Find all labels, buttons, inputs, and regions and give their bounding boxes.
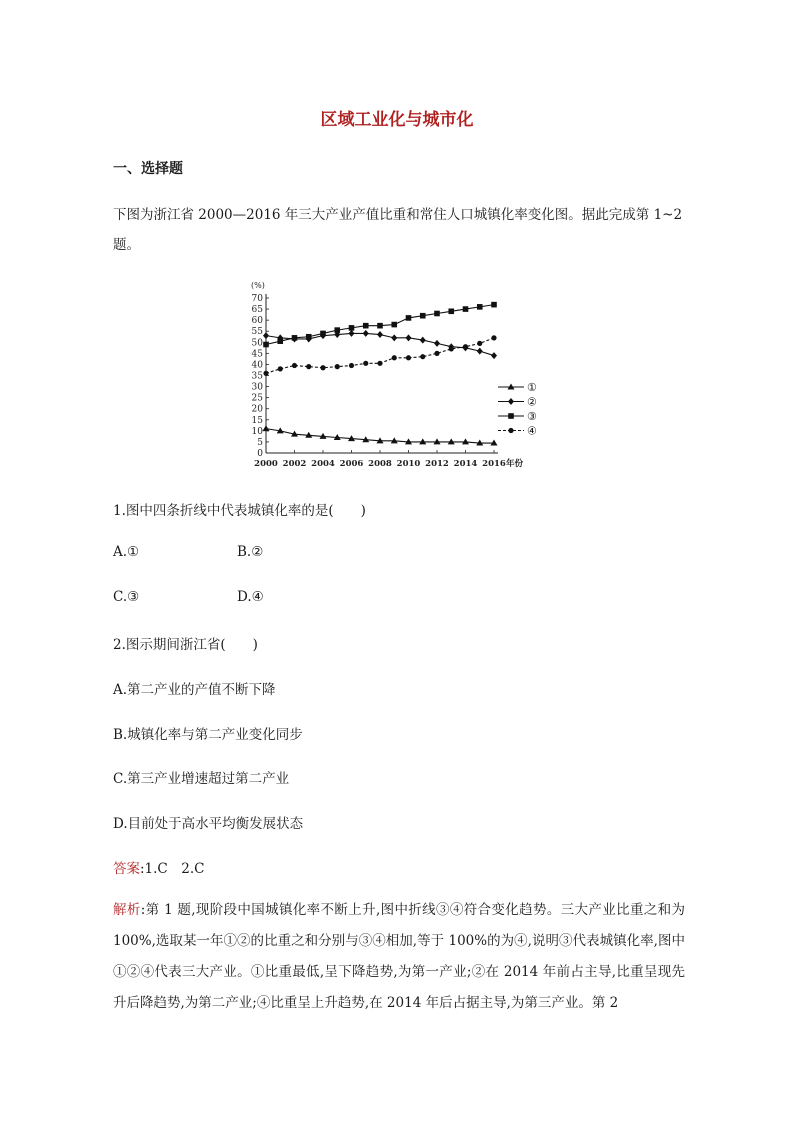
series-4-point <box>335 364 340 369</box>
series-2 <box>263 330 497 359</box>
series-4-point <box>363 361 368 366</box>
industry-urbanization-chart <box>250 280 550 472</box>
y-tick-label: 10 <box>251 426 263 437</box>
series-3-point <box>334 327 340 333</box>
series-4 <box>263 335 496 376</box>
y-tick-label: 0 <box>257 449 263 459</box>
legend-label-2: ② <box>527 395 537 409</box>
answer-line <box>113 857 204 877</box>
x-tick-label: 2002 <box>282 459 307 469</box>
x-tick-label: 2014 <box>453 459 478 469</box>
analysis-label: 解析 <box>113 902 141 918</box>
y-tick-label: 40 <box>251 360 263 371</box>
chart-series <box>263 302 498 446</box>
series-4-point <box>292 363 297 368</box>
question-2-option-b[interactable]: B.城镇化率与第二产业变化同步 <box>113 727 303 743</box>
series-3-point <box>263 342 269 348</box>
question-2-option-a[interactable]: A.第二产业的产值不断下降 <box>113 682 276 698</box>
question-intro: 下图为浙江省 2000—2016 年三大产业产值比重和常住人口城镇化率变化图。据此完成第 1~2 题。 <box>113 207 683 253</box>
series-3 <box>263 302 497 347</box>
legend-label-4: ④ <box>527 424 537 438</box>
x-tick-label: 2000 <box>254 459 278 469</box>
analysis-paragraph <box>113 895 685 1019</box>
series-4-line <box>266 338 494 373</box>
series-3-point <box>477 304 483 310</box>
series-2-point <box>491 352 497 359</box>
x-axis-suffix: 年份 <box>506 459 524 469</box>
question-1-option-c[interactable]: C.③ <box>113 589 140 605</box>
series-4-point <box>377 361 382 366</box>
y-tick-label: 35 <box>251 371 263 382</box>
y-tick-label: 65 <box>251 305 263 316</box>
series-3-point <box>349 325 355 331</box>
question-1-option-d[interactable]: D.④ <box>237 589 264 605</box>
series-4-point <box>306 364 311 369</box>
series-3-point <box>420 313 426 319</box>
y-tick-label: 5 <box>257 437 263 448</box>
series-3-point <box>363 323 369 329</box>
series-4-point <box>392 355 397 360</box>
series-4-point <box>463 344 468 349</box>
legend-label-1: ① <box>527 381 537 394</box>
x-tick-label: 2006 <box>339 459 364 469</box>
series-4-point <box>449 346 454 351</box>
series-4-point <box>263 371 268 376</box>
series-2-point <box>363 330 369 337</box>
x-tick-label: 2008 <box>368 459 392 469</box>
series-4-point <box>320 365 325 370</box>
legend-marker-4 <box>508 428 513 433</box>
x-tick-label: 2016 <box>482 459 506 469</box>
legend-label-3: ③ <box>527 410 537 423</box>
series-4-point <box>278 366 283 371</box>
series-3-point <box>434 311 440 317</box>
series-4-point <box>434 351 439 356</box>
legend-marker-3 <box>508 413 514 419</box>
y-tick-label: 20 <box>251 404 263 415</box>
series-2-point <box>434 340 440 347</box>
series-4-point <box>406 355 411 360</box>
series-3-point <box>448 308 454 314</box>
question-2-option-c[interactable]: C.第三产业增速超过第二产业 <box>113 771 290 787</box>
analysis-text: :第 1 题,现阶段中国城镇化率不断上升,图中折线③④符合变化趋势。三大产业比重之和为 100%,选取某一年①②的比重之和分别与③④相加,等于 100%的为④,说明③代表城镇化率,图中①②④代表三大产业。①比重最低,呈下降趋势,为第一产业;②在 2014 年前占主导,比重呈现先升后降趋势,为第二产业;④比重呈上升趋势,在 2014 年后占据主导,为第三产业。第 2 <box>113 902 686 1011</box>
series-1-point <box>263 425 270 431</box>
series-3-point <box>277 338 283 344</box>
y-tick-label: 25 <box>251 393 263 404</box>
series-2-point <box>263 332 269 339</box>
series-2-point <box>349 330 355 337</box>
x-tick-label: 2012 <box>425 459 449 469</box>
y-tick-label: 30 <box>251 382 263 393</box>
series-4-point <box>420 354 425 359</box>
series-3-point <box>377 323 383 329</box>
y-tick-label: 45 <box>251 349 263 360</box>
y-tick-label: 70 <box>251 294 263 304</box>
question-1-option-a[interactable]: A.① <box>113 544 140 560</box>
y-tick-label: 55 <box>251 327 263 338</box>
question-2-option-d[interactable]: D.目前处于高水平均衡发展状态 <box>113 816 304 832</box>
series-2-point <box>420 337 426 344</box>
series-3-point <box>406 315 412 321</box>
series-2-point <box>391 334 397 341</box>
series-4-point <box>349 363 354 368</box>
series-4-point <box>477 341 482 346</box>
y-tick-label: 50 <box>251 338 263 349</box>
series-1 <box>263 425 498 445</box>
y-tick-label: 15 <box>251 415 263 426</box>
series-3-point <box>320 331 326 337</box>
section-heading: 一、选择题 <box>113 161 183 177</box>
series-4-point <box>491 335 496 340</box>
series-3-point <box>306 334 312 340</box>
question-1-stem: 1.图中四条折线中代表城镇化率的是( ) <box>113 503 366 519</box>
x-tick-label: 2004 <box>311 459 335 469</box>
page-title: 区域工业化与城市化 <box>320 110 474 130</box>
y-tick-label: 60 <box>251 316 263 327</box>
legend-marker-2 <box>508 398 514 405</box>
y-unit-label: (%) <box>251 281 265 290</box>
question-1-option-b[interactable]: B.② <box>237 544 264 560</box>
series-2-point <box>477 348 483 355</box>
question-2-stem: 2.图示期间浙江省( ) <box>113 637 258 653</box>
series-3-point <box>491 302 497 308</box>
series-2-point <box>377 331 383 338</box>
chart-legend <box>498 381 537 438</box>
series-3-point <box>292 335 298 341</box>
series-3-point <box>463 306 469 312</box>
series-2-point <box>406 334 412 341</box>
series-3-point <box>391 322 397 328</box>
x-tick-label: 2010 <box>396 459 421 469</box>
answer-label: 答案 <box>113 861 140 877</box>
answer-text: :1.C 2.C <box>140 861 205 877</box>
